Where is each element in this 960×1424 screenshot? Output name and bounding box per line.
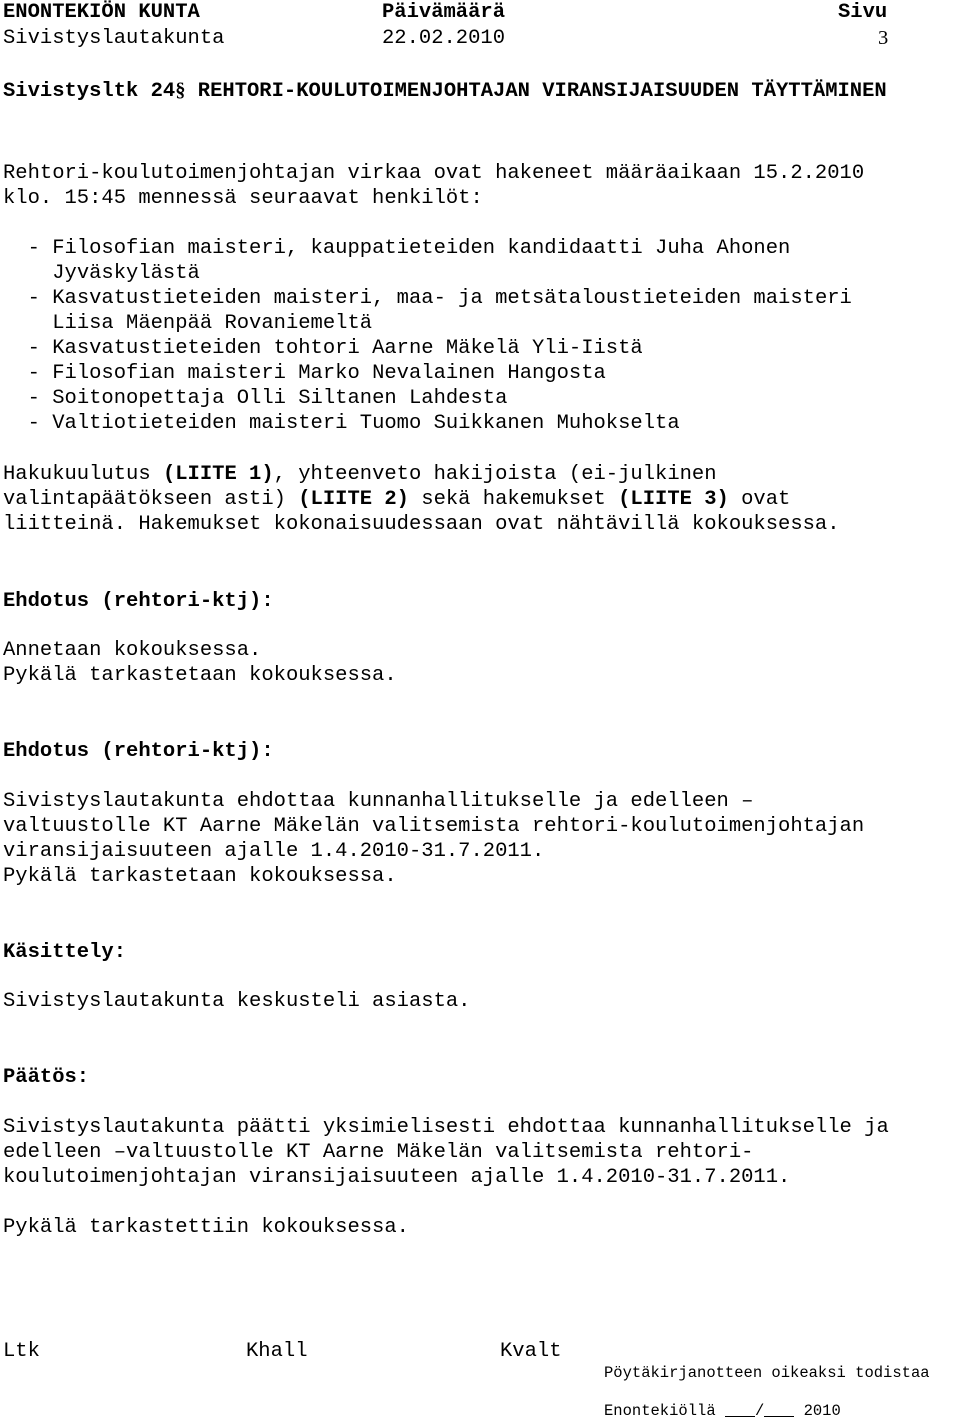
applicant-line: Jyväskylästä: [27, 262, 200, 285]
date-label: Päivämäärä: [382, 1, 506, 24]
handling-heading: Käsittely:: [3, 941, 127, 964]
attachments-line-2: valintapäätökseen asti) (LIITE 2) sekä hakemukset (LIITE 3) ovat: [3, 488, 791, 511]
section-code: Sivistysltk 24: [3, 80, 176, 103]
attachment-ref-3: (LIITE 3): [618, 488, 729, 511]
proposal-heading: Ehdotus (rehtori-ktj):: [3, 740, 274, 763]
attachments-line-1: Hakukuulutus (LIITE 1), yhteenveto hakijoista (ei-julkinen: [3, 463, 717, 486]
attachment-ref-1: (LIITE 1): [162, 463, 274, 486]
decision-checked: Pykälä tarkastettiin kokouksessa.: [3, 1216, 409, 1239]
applicant-line: - Soitonopettaja Olli Siltanen Lahdesta: [27, 387, 508, 410]
proposal-line: valtuustolle KT Aarne Mäkelän valitsemista rehtori-koulutoimenjohtajan: [3, 815, 865, 838]
intro-line-1: Rehtori-koulutoimenjohtajan virkaa ovat hakeneet määräaikaan 15.2.2010: [3, 162, 865, 185]
decision-line: Sivistyslautakunta päätti yksimielisesti ehdottaa kunnanhallitukselle ja: [3, 1116, 889, 1139]
proposal-line: Sivistyslautakunta ehdottaa kunnanhallitukselle ja edelleen –: [3, 790, 754, 813]
footer-ltk: Ltk: [3, 1340, 40, 1363]
section-title: [3, 78, 887, 104]
proposal-line: Pykälä tarkastetaan kokouksessa.: [3, 664, 397, 687]
day-blank: [725, 1402, 755, 1417]
month-blank: [764, 1402, 794, 1417]
footer-certified: Pöytäkirjanotteen oikeaksi todistaa: [604, 1364, 930, 1382]
footer-khall: Khall: [246, 1340, 308, 1363]
footer-year: 2010: [803, 1402, 841, 1420]
applicant-line: - Filosofian maisteri, kauppatieteiden kandidaatti Juha Ahonen: [27, 237, 791, 260]
proposal-line: viransijaisuuteen ajalle 1.4.2010-31.7.2011.: [3, 840, 545, 863]
board-name: Sivistyslautakunta: [3, 27, 225, 50]
proposal-line: Pykälä tarkastetaan kokouksessa.: [3, 865, 397, 888]
municipality-name: ENONTEKIÖN KUNTA: [3, 1, 200, 24]
applicant-line: - Valtiotieteiden maisteri Tuomo Suikkanen Muhokselta: [27, 412, 680, 435]
applicant-line: - Filosofian maisteri Marko Nevalainen Hangosta: [27, 362, 606, 385]
attachment-ref-2: (LIITE 2): [298, 488, 409, 511]
page-label: Sivu: [838, 1, 888, 24]
decision-heading: Päätös:: [3, 1066, 90, 1089]
page-number: 3: [878, 27, 889, 49]
footer-date-line: [604, 1399, 841, 1424]
decision-line: edelleen –valtuustolle KT Aarne Mäkelän valitsemista rehtori-: [3, 1141, 754, 1164]
applicant-line: Liisa Mäenpää Rovaniemeltä: [27, 312, 373, 335]
applicant-line: - Kasvatustieteiden tohtori Aarne Mäkelä Yli-Iistä: [27, 337, 643, 360]
footer-slash: /: [754, 1402, 765, 1420]
decision-line: koulutoimenjohtajan viransijaisuuteen ajalle 1.4.2010-31.7.2011.: [3, 1166, 791, 1189]
proposal-heading: Ehdotus (rehtori-ktj):: [3, 590, 274, 613]
attachments-line-3: liitteinä. Hakemukset kokonaisuudessaan ovat nähtävillä kokouksessa.: [3, 513, 840, 536]
meeting-date: 22.02.2010: [382, 27, 506, 50]
footer-place: Enontekiöllä: [604, 1402, 716, 1420]
footer-kvalt: Kvalt: [500, 1340, 562, 1363]
section-heading: REHTORI-KOULUTOIMENJOHTAJAN VIRANSIJAISUUDEN TÄYTTÄMINEN: [197, 80, 887, 103]
intro-line-2: klo. 15:45 mennessä seuraavat henkilöt:: [3, 187, 483, 210]
proposal-line: Annetaan kokouksessa.: [3, 639, 262, 662]
section-sign-icon: §: [175, 79, 186, 101]
applicant-line: - Kasvatustieteiden maisteri, maa- ja metsätaloustieteiden maisteri: [27, 287, 852, 310]
handling-text: Sivistyslautakunta keskusteli asiasta.: [3, 990, 471, 1013]
